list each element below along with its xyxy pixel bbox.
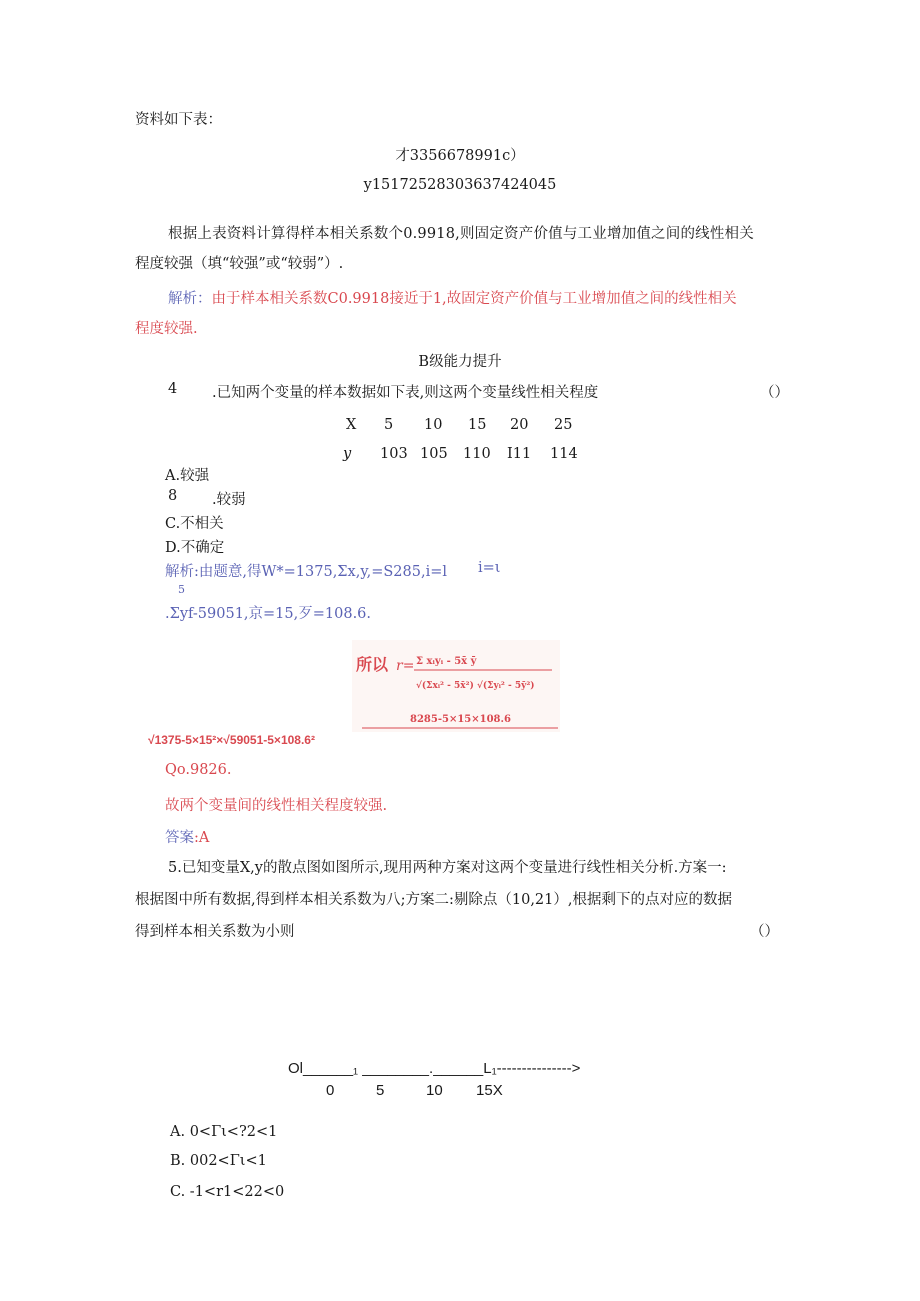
formula-svg [352,640,560,732]
formula-denominator: √(Σxᵢ² - 5x̄²) √(Σyᵢ² - 5ȳ²) [416,681,535,691]
q5-line3: 得到样本相关系数为小则 [135,924,295,940]
formula-image [352,640,560,732]
q4-answer [165,826,209,847]
q4-table-y-cell: I11 [507,446,532,462]
q4-number: 4 [168,381,178,397]
q4-table-y-label: y [343,446,352,462]
q5-option-a: A. 0<Γι<?2<1 [170,1124,278,1140]
q4-table-x-label: X [346,417,357,433]
q4-analysis-tail: i=ι [478,560,501,576]
scatter-axis-ticks: 0 5 10 15X [326,1082,503,1099]
q5-paren: （） [750,924,779,940]
q4-option-d: D.不确定 [165,540,225,556]
formula-line2: 8285-5×15×108.6 [410,714,511,725]
formula-r: r= [396,658,415,674]
q4-answer-label: 答案 [165,830,194,846]
q4-table-x-cell: 5 [384,417,394,433]
formula-numerator: Σ xᵢyᵢ - 5x̄ ȳ [416,656,477,667]
q4-table-y-cell: 114 [550,446,578,462]
q4-table-y-cell: 103 [380,446,408,462]
q4-option-c: C.不相关 [165,516,224,532]
q5-line2: 根据图中所有数据,得到样本相关系数为八;方案二:剔除点（10,21）,根据剩下的点对应的数据 [135,892,732,908]
q4-option-a: A.较强 [165,468,210,484]
analysis1-label: 解析： [168,291,212,307]
q4-option-b: .较弱 [212,492,246,508]
scatter-axis-line: Ol______₁ ________.______L₁---------------> [288,1060,581,1077]
section-title: B级能力提升 [418,354,502,370]
para1-line2: 程度较强（填“较强”或“较弱”）. [135,256,344,272]
q5-option-b: B. 002<Γι<1 [170,1153,267,1169]
q4-analysis-sub: 5 [178,583,185,596]
q4-result: Qo.9826. [165,762,232,778]
q4-paren: （） [760,385,789,401]
q4-table-x-cell: 15 [468,417,487,433]
q4-table-y-cell: 105 [420,446,448,462]
q4-table-x-cell: 20 [510,417,529,433]
q4-answer-value: :A [194,830,210,846]
formula-denominator-2: √1375-5×15²×√59051-5×108.6² [148,733,315,747]
q4-table-y-cell: 110 [463,446,491,462]
q4-table-x-cell: 25 [554,417,573,433]
q4-conclusion: 故两个变量间的线性相关程度较强. [165,798,388,814]
analysis1-line2: 程度较强. [135,321,198,337]
q4-analysis [165,560,447,581]
q4-table-x-cell: 10 [424,417,443,433]
q5-line1: 5.已知变量X,y的散点图如图所示,现用两种方案对这两个变量进行线性相关分析.方案一: [168,860,727,876]
table1-row-y: y1517252830363742404​5 [363,177,557,193]
intro-label: 资料如下表： [135,112,222,128]
q4-text: .已知两个变量的样本数据如下表,则这两个变量线性相关程度 [212,385,599,401]
q4-analysis-line2: .Σyf-59051,京=15,歹=108.6. [165,606,372,622]
q4-option-b-num: 8 [168,488,178,504]
q5-option-c: C. -1<r1<22<0 [170,1184,285,1200]
analysis1 [168,287,737,308]
para1-line1: 根据上表资料计算得样本相关系数个0.9918,则固定资产价值与工业增加值之间的线性相关 [168,226,754,242]
formula-prefix: 所以 [356,655,389,674]
q4-analysis-line1: :由题意,得W*=1375,Σx,y,=S285,i=l [194,564,448,580]
analysis1-line1: 由于样本相关系数C0.9918接近于1,故固定资产价值与工业增加值之间的线性相关 [211,291,737,307]
q4-analysis-label: 解析 [165,564,194,580]
table1-row-x: 才3356678991c） [395,148,525,164]
